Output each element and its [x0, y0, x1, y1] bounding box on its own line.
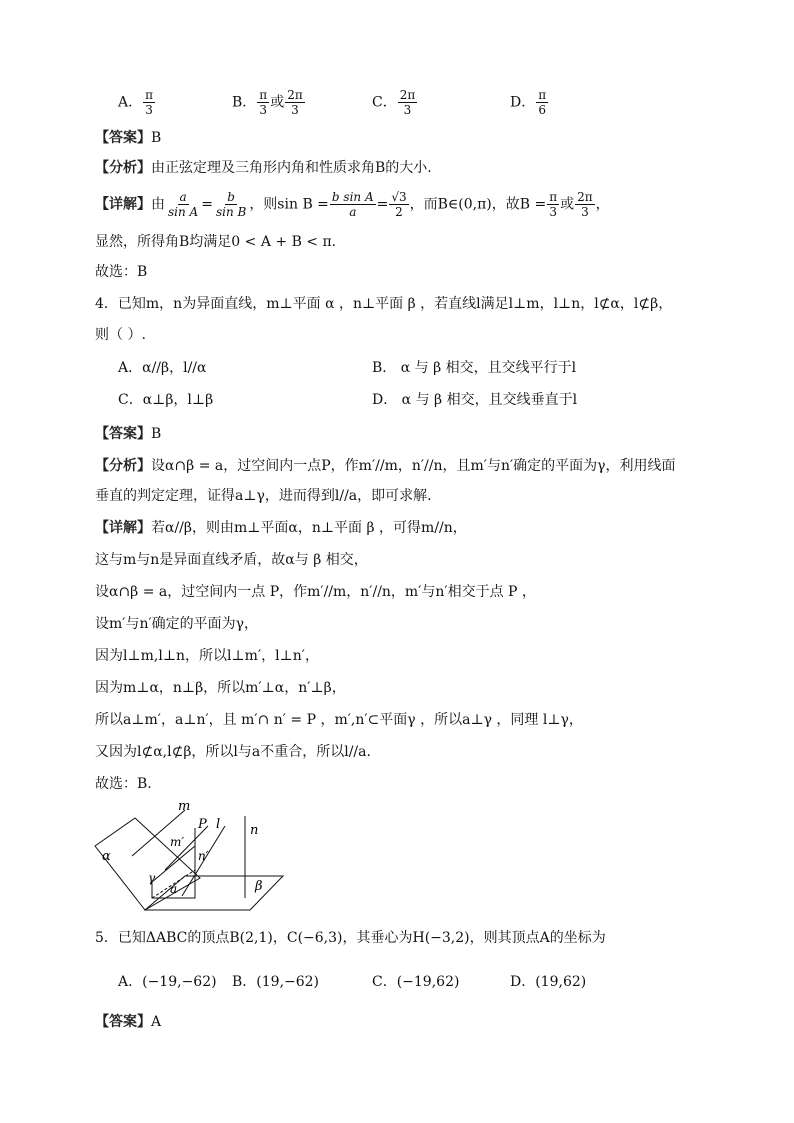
q3-option-a: [118, 88, 156, 117]
q3-option-d-frac: [536, 88, 548, 117]
frac-den: 3: [145, 103, 153, 117]
label-a: a: [170, 882, 178, 896]
frac-num: 2π: [399, 88, 416, 102]
frac-den: sin A: [168, 205, 199, 219]
label-m: m: [178, 799, 191, 814]
frac-num: π: [538, 88, 547, 102]
label-P: P: [198, 817, 207, 832]
q4-analysis-line1: [95, 456, 676, 476]
or-text: 或: [270, 94, 285, 111]
q3-detail: [95, 190, 610, 219]
q4-detail-line1: [95, 518, 467, 538]
label-gamma: γ: [148, 871, 156, 885]
q3-line2: 显然，所得角B均满足0 < A + B < π.: [95, 234, 337, 250]
label-alpha: α: [102, 849, 111, 864]
label-n-prime: n′: [198, 849, 209, 863]
frac-den: 6: [538, 103, 546, 117]
answer-tag: 【答案】: [95, 130, 151, 146]
q3-analysis: [95, 158, 432, 178]
q5-answer: [95, 1012, 161, 1032]
detail-text: 由: [151, 196, 165, 213]
frac-den: 3: [581, 205, 589, 219]
detail-text: ，则sin B =: [249, 196, 329, 213]
answer-value: A: [151, 1014, 162, 1030]
q4-detail-line2: 这与m与n是异面直线矛盾，故α与 β 相交，: [95, 552, 368, 568]
frac-den: 3: [403, 103, 412, 117]
q3-option-b-label: B．: [232, 94, 257, 111]
frac-den: sin B: [215, 205, 247, 219]
frac-num: √3: [391, 190, 407, 204]
q4-detail-line7: 所以a⊥m′，a⊥n′，且 m′∩ n′ = P ，m′,n′⊂平面γ ，所以a⊥γ ，同理 l⊥γ，: [95, 712, 583, 728]
q5-option-c: C．(−19,62): [372, 974, 460, 990]
q3-choose: 故选：B: [95, 264, 148, 280]
q4-analysis-line2: 垂直的判定定理，证得a⊥γ，进而得到l//a，即可求解.: [95, 488, 432, 504]
frac-bsinA-over-a: [330, 190, 376, 219]
frac-num: b sin A: [331, 190, 374, 204]
q3-option-a-label: A．: [118, 94, 143, 111]
q4-option-c: C．α⊥β，l⊥β: [118, 392, 214, 408]
frac-num: a: [179, 190, 187, 204]
q3-option-d-label: D．: [510, 94, 536, 111]
analysis-tag: 【分析】: [95, 458, 151, 474]
label-n: n: [250, 823, 259, 838]
frac-den: 3: [259, 103, 268, 117]
frac-den: 2: [395, 205, 403, 219]
frac-num: b: [227, 190, 235, 204]
q4-option-a: A．α//β，l//α: [118, 360, 207, 376]
label-beta: β: [255, 879, 263, 894]
q3-option-c: [372, 88, 418, 117]
analysis-text: 由正弦定理及三角形内角和性质求角B的大小.: [151, 160, 432, 176]
line-m: [132, 810, 185, 856]
frac-den: 3: [549, 205, 558, 219]
answer-tag: 【答案】: [95, 1014, 151, 1030]
q5-option-b: B．(19,−62): [232, 974, 320, 990]
frac-num: 2π: [577, 190, 593, 204]
detail-tag: 【详解】: [95, 520, 151, 536]
q3-option-c-frac: [398, 88, 418, 117]
q5-option-d: D．(19,62): [510, 974, 587, 990]
q4-stem-line1: 4．已知m，n为异面直线，m⊥平面 α ，n⊥平面 β ，若直线l满足l⊥m，l⊥n，l⊄α，l⊄β，: [95, 296, 673, 312]
or-text: 或: [560, 196, 575, 213]
frac-den: 3: [291, 103, 299, 117]
answer-tag: 【答案】: [95, 426, 151, 442]
q4-option-b: B． α 与 β 相交，且交线平行于l: [372, 360, 577, 376]
analysis-text: 设α∩β = a，过空间内一点P，作m′//m，n′//n，且m′与n′确定的平面为γ，利用线面: [151, 458, 676, 474]
frac-b-over-sinB: [214, 190, 248, 219]
q3-answer: [95, 128, 161, 148]
q3-option-b-frac1: [257, 88, 269, 117]
q4-detail-line5: 因为l⊥m,l⊥n，所以l⊥m′，l⊥n′，: [95, 648, 319, 664]
label-l: l: [216, 817, 221, 832]
detail-tag: 【详解】: [95, 196, 151, 213]
q5-stem: 5．已知ΔABC的顶点B(2,1)，C(−6,3)，其垂心为H(−3,2)，则其顶点A的坐标为: [95, 930, 606, 946]
q4-detail-line3: 设α∩β = a，过空间内一点 P，作m′//m，n′//n，m′与n′相交于点 P ，: [95, 584, 536, 600]
geometry-figure: [90, 798, 290, 918]
q4-choose: 故选：B.: [95, 776, 152, 792]
answer-value: B: [151, 130, 162, 146]
detail-text: ，: [595, 196, 610, 213]
q4-answer: [95, 424, 161, 444]
q4-stem-line2: 则（ ）.: [95, 327, 146, 343]
q3-option-b-frac2: [285, 88, 305, 117]
frac-num: π: [259, 88, 268, 102]
frac-a-over-sinA: [166, 190, 200, 219]
plane-alpha: [95, 818, 200, 910]
q4-detail-line4: 设m′与n′确定的平面为γ，: [95, 616, 259, 632]
answer-value: B: [151, 426, 162, 442]
frac-num: π: [549, 190, 558, 204]
frac-num: π: [145, 88, 154, 102]
detail-text: ，而B∈(0,π)，故B =: [409, 196, 547, 213]
q3-option-c-label: C．: [372, 94, 397, 111]
frac-num: 2π: [287, 88, 303, 102]
frac-pi-over-3: [547, 190, 559, 219]
q3-option-d: [510, 88, 549, 117]
q4-option-d: D． α 与 β 相交，且交线垂直于l: [372, 392, 578, 408]
q3-option-b: [232, 88, 306, 117]
q4-detail-line8: 又因为l⊄α,l⊄β，所以l与a不重合，所以l//a.: [95, 744, 371, 760]
equals-sign: =: [201, 196, 213, 213]
frac-den: a: [349, 205, 357, 219]
equals-sign: =: [376, 196, 389, 213]
frac-sqrt3-over-2: [389, 190, 408, 219]
detail-text: 若α//β，则由m⊥平面α，n⊥平面 β ，可得m//n，: [151, 520, 467, 536]
q3-option-a-frac: [143, 88, 155, 117]
q4-detail-line6: 因为m⊥α，n⊥β，所以m′⊥α，n′⊥β，: [95, 680, 346, 696]
analysis-tag: 【分析】: [95, 160, 151, 176]
label-m-prime: m′: [170, 835, 185, 849]
frac-2pi-over-3: [575, 190, 595, 219]
q5-option-a: A．(−19,−62): [118, 974, 217, 990]
